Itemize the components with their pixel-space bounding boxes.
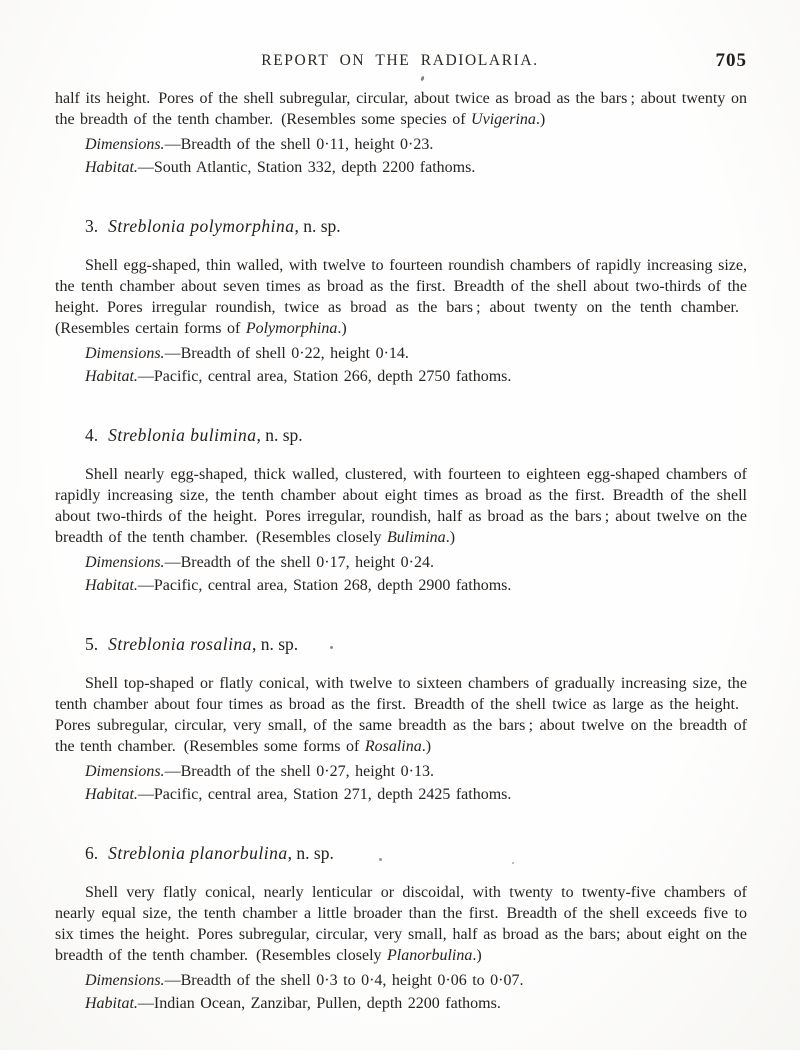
species-number: 5. — [85, 634, 99, 654]
genus-reference: Uvigerina — [471, 111, 536, 128]
dimensions-label: Dimensions. — [85, 136, 165, 153]
species-heading — [55, 423, 747, 447]
species-number: 3. — [85, 216, 99, 236]
habitat-value: —Indian Ocean, Zanzibar, Pullen, depth 2200 fathoms. — [137, 995, 501, 1012]
page-number: 705 — [715, 50, 747, 71]
dimensions-value: —Breadth of the shell 0·11, height 0·23. — [164, 136, 434, 153]
description-paragraph — [55, 882, 747, 966]
habitat-line — [55, 575, 747, 596]
description-text: Shell very flatly conical, nearly lenticular or discoidal, with twenty to twenty-five chambers of nearly equal size, the tenth chamber a little broader than the first. Breadth of the shell exceeds five to six times the height. Pores subregular, circular, very small, half as broad as the bars; about eight on the breadth of the tenth chamber. (Resembles closely — [55, 884, 747, 964]
description-paragraph — [55, 673, 747, 757]
species-number: 4. — [85, 425, 99, 445]
dimensions-line — [55, 134, 747, 155]
habitat-label: Habitat. — [85, 577, 138, 594]
habitat-line — [55, 993, 747, 1014]
dimensions-label: Dimensions. — [85, 763, 165, 780]
section-species-3 — [55, 214, 747, 387]
habitat-line — [55, 366, 747, 387]
habitat-value: —Pacific, central area, Station 271, depth 2425 fathoms. — [137, 786, 512, 803]
genus-reference: Polymorphina — [245, 320, 338, 337]
genus-reference: Bulimina — [387, 529, 446, 546]
species-name: Streblonia polymorphina — [108, 216, 295, 236]
description-text: Shell egg-shaped, thin walled, with twelve to fourteen roundish chambers of rapidly increasing size, the tenth chamber about seven times as broad as the first. Breadth of the shell about two-thirds of the height. Pores irregular roundish, twice as broad as the bars ; about twenty on the tenth chamber. (Resembles certain forms of — [55, 257, 747, 337]
species-suffix: , n. sp. — [287, 843, 334, 863]
habitat-label: Habitat. — [85, 159, 138, 176]
habitat-label: Habitat. — [85, 368, 138, 385]
dimensions-label: Dimensions. — [85, 972, 165, 989]
dimensions-label: Dimensions. — [85, 345, 165, 362]
description-text-end: .) — [421, 738, 432, 755]
habitat-line — [55, 784, 747, 805]
genus-reference: Planorbulina — [387, 947, 473, 964]
section-species-6 — [55, 841, 747, 1014]
text-column — [55, 88, 747, 1014]
species-number: 6. — [85, 843, 99, 863]
dimensions-value: —Breadth of the shell 0·3 to 0·4, height 0·06 to 0·07. — [164, 972, 524, 989]
habitat-value: —South Atlantic, Station 332, depth 2200 fathoms. — [137, 159, 476, 176]
description-paragraph — [55, 464, 747, 548]
dimensions-value: —Breadth of the shell 0·27, height 0·13. — [164, 763, 434, 780]
description-text: half its height. Pores of the shell subregular, circular, about twice as broad as the bars ; about twenty on the breadth of the tenth chamber. (Resembles some species of — [55, 90, 747, 128]
species-name: Streblonia planorbulina — [108, 843, 288, 863]
habitat-value: —Pacific, central area, Station 266, depth 2750 fathoms. — [137, 368, 512, 385]
description-paragraph — [55, 88, 747, 130]
description-text-end: .) — [472, 947, 482, 964]
running-header — [0, 50, 800, 74]
habitat-line — [55, 157, 747, 178]
section-species-5 — [55, 632, 747, 805]
description-text: Shell nearly egg-shaped, thick walled, clustered, with fourteen to eighteen egg-shaped chambers of rapidly increasing size, the tenth chamber about eight times as broad as the first. Breadth of the shell about two-thirds of the height. Pores irregular, roundish, half as broad as the bars ; about twelve on the breadth of the tenth chamber. (Resembles closely — [55, 466, 747, 546]
species-suffix: , n. sp. — [294, 216, 341, 236]
dimensions-line — [55, 970, 747, 991]
section-species-4 — [55, 423, 747, 596]
description-text-end: .) — [445, 529, 456, 546]
running-header-title: REPORT ON THE RADIOLARIA. — [261, 52, 539, 69]
dimensions-line — [55, 343, 747, 364]
description-text: Shell top-shaped or flatly conical, with twelve to sixteen chambers of gradually increasing size, the tenth chamber about four times as broad as the first. Breadth of the shell twice as large as the height. Pores subregular, circular, very small, of the same breadth as the bars ; about twelve on the breadth of the tenth chamber. (Resembles some forms of — [55, 675, 747, 755]
species-heading — [55, 214, 747, 238]
description-text-end: .) — [337, 320, 347, 337]
species-heading — [55, 632, 747, 656]
dimensions-label: Dimensions. — [85, 554, 165, 571]
species-heading — [55, 841, 747, 865]
habitat-value: —Pacific, central area, Station 268, depth 2900 fathoms. — [137, 577, 512, 594]
dimensions-value: —Breadth of the shell 0·17, height 0·24. — [164, 554, 434, 571]
dimensions-line — [55, 552, 747, 573]
dimensions-line — [55, 761, 747, 782]
species-name: Streblonia bulimina — [108, 425, 257, 445]
description-paragraph — [55, 255, 747, 339]
dimensions-value: —Breadth of shell 0·22, height 0·14. — [164, 345, 409, 362]
description-text-end: .) — [535, 111, 546, 128]
habitat-label: Habitat. — [85, 786, 138, 803]
species-suffix: , n. sp. — [256, 425, 303, 445]
section-continuation — [55, 88, 747, 178]
scan-speck — [420, 76, 425, 82]
species-name: Streblonia rosalina — [108, 634, 252, 654]
genus-reference: Rosalina — [364, 738, 422, 755]
habitat-label: Habitat. — [85, 995, 138, 1012]
species-suffix: , n. sp. — [251, 634, 299, 654]
